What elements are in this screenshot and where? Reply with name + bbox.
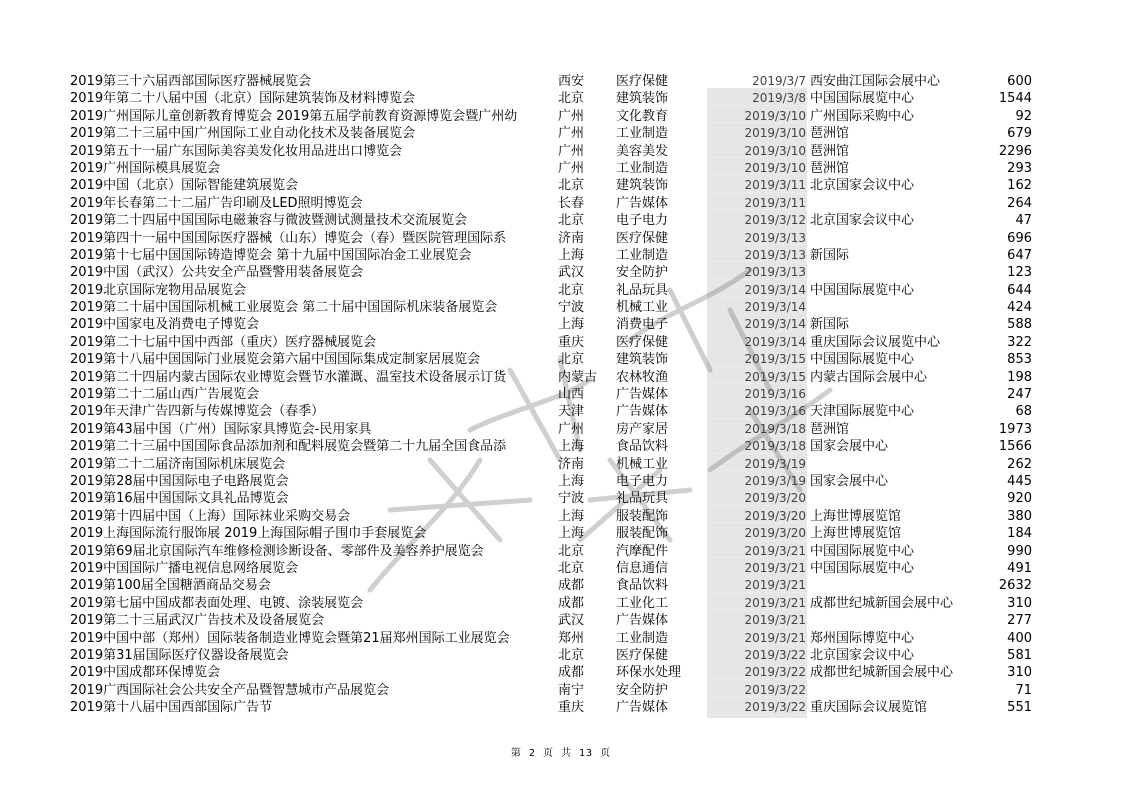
page-footer: 第 2 页 共 13 页 bbox=[510, 748, 612, 759]
date-cell: 2019/3/20 bbox=[744, 491, 806, 506]
city-cell: 北京 bbox=[558, 213, 585, 229]
venue-cell: 中国国际展览中心 bbox=[810, 352, 915, 368]
date-cell: 2019/3/22 bbox=[744, 682, 806, 697]
table-row bbox=[70, 125, 1040, 142]
city-cell: 长春 bbox=[558, 195, 585, 211]
exhibition-name-cell: 2019广州国际模具展览会 bbox=[70, 160, 221, 176]
city-cell: 内蒙古 bbox=[558, 369, 598, 385]
city-cell: 重庆 bbox=[558, 700, 585, 716]
date-cell: 2019/3/7 bbox=[752, 74, 806, 88]
venue-cell: 天津国际展览中心 bbox=[810, 404, 915, 420]
date-cell: 2019/3/14 bbox=[744, 282, 806, 297]
date-cell: 2019/3/10 bbox=[744, 126, 806, 141]
city-cell: 武汉 bbox=[558, 613, 585, 629]
exhibition-name-cell: 2019中国（武汉）公共安全产品暨警用装备展览会 bbox=[70, 265, 364, 281]
exhibition-name-cell: 2019第二十届中国国际机械工业展览会 第二十届中国国际机床装备展览会 bbox=[70, 300, 498, 316]
exhibition-name-cell: 2019第69届北京国际汽车维修检测诊断设备、零部件及美容养护展览会 bbox=[70, 543, 484, 559]
city-cell: 上海 bbox=[558, 247, 585, 263]
venue-cell: 成都世纪城新国会展中心 bbox=[810, 595, 954, 611]
table-row bbox=[70, 73, 1040, 90]
table-row bbox=[70, 595, 1040, 612]
table-row bbox=[70, 525, 1040, 542]
table-row bbox=[70, 630, 1040, 647]
date-cell: 2019/3/16 bbox=[744, 404, 806, 419]
city-cell: 上海 bbox=[558, 439, 585, 455]
exhibition-name-cell: 2019第五十一届广东国际美容美发化妆用品进出口博览会 bbox=[70, 143, 403, 159]
industry-cell: 机械工业 bbox=[616, 300, 669, 316]
date-cell: 2019/3/15 bbox=[744, 352, 806, 367]
industry-cell: 工业制造 bbox=[616, 247, 669, 263]
exhibition-name-cell: 2019第十四届中国（上海）国际袜业采购交易会 bbox=[70, 508, 351, 524]
industry-cell: 礼品玩具 bbox=[616, 282, 669, 298]
venue-cell: 琶洲馆 bbox=[810, 160, 850, 176]
table-row bbox=[70, 386, 1040, 403]
area-cell: 310 bbox=[1007, 595, 1032, 611]
venue-cell: 北京国家会议中心 bbox=[810, 178, 915, 194]
date-cell: 2019/3/21 bbox=[744, 578, 806, 593]
industry-cell: 电子电力 bbox=[616, 473, 669, 489]
exhibition-name-cell: 2019第二十三届中国国际食品添加剂和配料展览会暨第二十九届全国食品添 bbox=[70, 439, 507, 455]
area-cell: 679 bbox=[1007, 126, 1032, 142]
area-cell: 551 bbox=[1007, 700, 1032, 716]
table-row bbox=[70, 403, 1040, 420]
city-cell: 宁波 bbox=[558, 300, 585, 316]
venue-cell: 中国国际展览中心 bbox=[810, 91, 915, 107]
area-cell: 247 bbox=[1007, 387, 1032, 403]
area-cell: 68 bbox=[1015, 404, 1032, 420]
city-cell: 北京 bbox=[558, 352, 585, 368]
area-cell: 853 bbox=[1007, 352, 1032, 368]
city-cell: 成都 bbox=[558, 595, 585, 611]
area-cell: 92 bbox=[1015, 108, 1032, 124]
exhibition-table bbox=[70, 73, 1040, 716]
exhibition-name-cell: 2019第16届中国国际文具礼品博览会 bbox=[70, 491, 289, 507]
area-cell: 262 bbox=[1007, 456, 1032, 472]
date-cell: 2019/3/13 bbox=[744, 230, 806, 245]
industry-cell: 建筑装饰 bbox=[616, 352, 669, 368]
exhibition-name-cell: 2019年第二十八届中国（北京）国际建筑装饰及材料博览会 bbox=[70, 91, 416, 107]
date-cell: 2019/3/21 bbox=[744, 560, 806, 575]
area-cell: 380 bbox=[1007, 508, 1032, 524]
industry-cell: 建筑装饰 bbox=[616, 91, 669, 107]
industry-cell: 消费电子 bbox=[616, 317, 669, 333]
date-cell: 2019/3/18 bbox=[744, 439, 806, 454]
venue-cell: 郑州国际博览中心 bbox=[810, 630, 915, 646]
venue-cell: 广州国际采购中心 bbox=[810, 108, 915, 124]
date-cell: 2019/3/19 bbox=[744, 456, 806, 471]
area-cell: 322 bbox=[1007, 334, 1032, 350]
industry-cell: 广告媒体 bbox=[616, 700, 669, 716]
exhibition-name-cell: 2019第七届中国成都表面处理、电镀、涂装展览会 bbox=[70, 595, 364, 611]
area-cell: 293 bbox=[1007, 160, 1032, 176]
date-cell: 2019/3/21 bbox=[744, 630, 806, 645]
city-cell: 北京 bbox=[558, 543, 585, 559]
area-cell: 600 bbox=[1007, 74, 1032, 89]
date-cell: 2019/3/8 bbox=[752, 91, 806, 106]
city-cell: 北京 bbox=[558, 178, 585, 194]
area-cell: 581 bbox=[1007, 647, 1032, 663]
venue-cell: 中国国际展览中心 bbox=[810, 560, 915, 576]
area-cell: 990 bbox=[1007, 543, 1032, 559]
date-cell: 2019/3/22 bbox=[744, 700, 806, 715]
area-cell: 2632 bbox=[998, 578, 1032, 594]
area-cell: 491 bbox=[1007, 560, 1032, 576]
venue-cell: 成都世纪城新国会展中心 bbox=[810, 665, 954, 681]
table-row bbox=[70, 473, 1040, 490]
venue-cell: 重庆国际会议展览中心 bbox=[810, 334, 941, 350]
table-row bbox=[70, 143, 1040, 160]
exhibition-name-cell: 2019中国（北京）国际智能建筑展览会 bbox=[70, 178, 299, 194]
city-cell: 天津 bbox=[558, 404, 585, 420]
industry-cell: 机械工业 bbox=[616, 456, 669, 472]
venue-cell: 重庆国际会议展览馆 bbox=[810, 700, 928, 716]
city-cell: 西安 bbox=[558, 74, 585, 89]
date-cell: 2019/3/22 bbox=[744, 665, 806, 680]
table-row bbox=[70, 543, 1040, 560]
date-cell: 2019/3/18 bbox=[744, 421, 806, 436]
city-cell: 武汉 bbox=[558, 265, 585, 281]
area-cell: 588 bbox=[1007, 317, 1032, 333]
industry-cell: 建筑装饰 bbox=[616, 178, 669, 194]
date-cell: 2019/3/11 bbox=[744, 178, 806, 193]
table-row bbox=[70, 612, 1040, 629]
industry-cell: 服装配饰 bbox=[616, 508, 669, 524]
table-row bbox=[70, 230, 1040, 247]
date-cell: 2019/3/12 bbox=[744, 213, 806, 228]
city-cell: 广州 bbox=[558, 143, 585, 159]
date-cell: 2019/3/13 bbox=[744, 247, 806, 262]
table-row bbox=[70, 421, 1040, 438]
city-cell: 郑州 bbox=[558, 630, 585, 646]
city-cell: 重庆 bbox=[558, 334, 585, 350]
industry-cell: 医疗保健 bbox=[616, 647, 669, 663]
city-cell: 上海 bbox=[558, 473, 585, 489]
exhibition-name-cell: 2019第三十六届西部国际医疗器械展览会 bbox=[70, 74, 312, 89]
industry-cell: 工业制造 bbox=[616, 126, 669, 142]
area-cell: 184 bbox=[1007, 526, 1032, 542]
area-cell: 696 bbox=[1007, 230, 1032, 246]
exhibition-name-cell: 2019第十八届中国西部国际广告节 bbox=[70, 700, 273, 716]
area-cell: 1566 bbox=[998, 439, 1032, 455]
industry-cell: 信息通信 bbox=[616, 560, 669, 576]
venue-cell: 琶洲馆 bbox=[810, 143, 850, 159]
table-row bbox=[70, 682, 1040, 699]
date-cell: 2019/3/11 bbox=[744, 195, 806, 210]
venue-cell: 国家会展中心 bbox=[810, 473, 889, 489]
exhibition-name-cell: 2019第十七届中国国际铸造博览会 第十九届中国国际冶金工业展览会 bbox=[70, 247, 472, 263]
table-row bbox=[70, 647, 1040, 664]
table-row bbox=[70, 90, 1040, 107]
venue-cell: 国家会展中心 bbox=[810, 439, 889, 455]
area-cell: 445 bbox=[1007, 473, 1032, 489]
industry-cell: 医疗保健 bbox=[616, 230, 669, 246]
table-row bbox=[70, 438, 1040, 455]
exhibition-name-cell: 2019中国家电及消费电子博览会 bbox=[70, 317, 260, 333]
exhibition-name-cell: 2019年长春第二十二届广告印刷及LED照明博览会 bbox=[70, 195, 363, 211]
venue-cell: 琶洲馆 bbox=[810, 126, 850, 142]
industry-cell: 文化教育 bbox=[616, 108, 669, 124]
table-row bbox=[70, 456, 1040, 473]
city-cell: 上海 bbox=[558, 526, 585, 542]
table-row bbox=[70, 177, 1040, 194]
industry-cell: 安全防护 bbox=[616, 682, 669, 698]
exhibition-name-cell: 2019第二十二届山西广告展览会 bbox=[70, 387, 260, 403]
city-cell: 成都 bbox=[558, 578, 585, 594]
exhibition-name-cell: 2019广州国际儿童创新教育博览会 2019第五届学前教育资源博览会暨广州幼 bbox=[70, 108, 518, 124]
city-cell: 广州 bbox=[558, 421, 585, 437]
exhibition-name-cell: 2019第31届国际医疗仪器设备展览会 bbox=[70, 647, 289, 663]
table-row bbox=[70, 664, 1040, 681]
table-row bbox=[70, 247, 1040, 264]
industry-cell: 服装配饰 bbox=[616, 526, 669, 542]
table-row bbox=[70, 282, 1040, 299]
date-cell: 2019/3/21 bbox=[744, 543, 806, 558]
area-cell: 71 bbox=[1015, 682, 1032, 698]
industry-cell: 安全防护 bbox=[616, 265, 669, 281]
table-row bbox=[70, 316, 1040, 333]
area-cell: 162 bbox=[1007, 178, 1032, 194]
date-cell: 2019/3/19 bbox=[744, 473, 806, 488]
exhibition-name-cell: 2019第28届中国国际电子电路展览会 bbox=[70, 473, 289, 489]
venue-cell: 中国国际展览中心 bbox=[810, 543, 915, 559]
table-row bbox=[70, 699, 1040, 716]
table-row bbox=[70, 264, 1040, 281]
area-cell: 920 bbox=[1007, 491, 1032, 507]
area-cell: 647 bbox=[1007, 247, 1032, 263]
area-cell: 424 bbox=[1007, 300, 1032, 316]
industry-cell: 美容美发 bbox=[616, 143, 669, 159]
city-cell: 北京 bbox=[558, 282, 585, 298]
table-row bbox=[70, 508, 1040, 525]
venue-cell: 北京国家会议中心 bbox=[810, 647, 915, 663]
exhibition-name-cell: 2019中国国际广播电视信息网络展览会 bbox=[70, 560, 299, 576]
date-cell: 2019/3/14 bbox=[744, 317, 806, 332]
area-cell: 264 bbox=[1007, 195, 1032, 211]
date-cell: 2019/3/15 bbox=[744, 369, 806, 384]
industry-cell: 食品饮料 bbox=[616, 439, 669, 455]
city-cell: 南宁 bbox=[558, 682, 585, 698]
exhibition-name-cell: 2019第二十四届内蒙古国际农业博览会暨节水灌溉、温室技术设备展示订货 bbox=[70, 369, 507, 385]
area-cell: 310 bbox=[1007, 665, 1032, 681]
area-cell: 644 bbox=[1007, 282, 1032, 298]
exhibition-name-cell: 2019中国中部（郑州）国际装备制造业博览会暨第21届郑州国际工业展览会 bbox=[70, 630, 510, 646]
date-cell: 2019/3/21 bbox=[744, 613, 806, 628]
industry-cell: 环保水处理 bbox=[616, 665, 682, 681]
exhibition-name-cell: 2019第二十七届中国中西部（重庆）医疗器械展览会 bbox=[70, 334, 377, 350]
date-cell: 2019/3/14 bbox=[744, 300, 806, 315]
date-cell: 2019/3/16 bbox=[744, 387, 806, 402]
area-cell: 277 bbox=[1007, 613, 1032, 629]
area-cell: 400 bbox=[1007, 630, 1032, 646]
area-cell: 198 bbox=[1007, 369, 1032, 385]
industry-cell: 礼品玩具 bbox=[616, 491, 669, 507]
date-cell: 2019/3/10 bbox=[744, 160, 806, 175]
industry-cell: 工业制造 bbox=[616, 160, 669, 176]
industry-cell: 食品饮料 bbox=[616, 578, 669, 594]
city-cell: 广州 bbox=[558, 160, 585, 176]
venue-cell: 上海世博展览馆 bbox=[810, 508, 902, 524]
area-cell: 123 bbox=[1007, 265, 1032, 281]
venue-cell: 新国际 bbox=[810, 317, 850, 333]
industry-cell: 广告媒体 bbox=[616, 195, 669, 211]
industry-cell: 电子电力 bbox=[616, 213, 669, 229]
city-cell: 广州 bbox=[558, 108, 585, 124]
exhibition-name-cell: 2019第二十四届中国国际电磁兼容与微波暨测试测量技术交流展览会 bbox=[70, 213, 468, 229]
city-cell: 北京 bbox=[558, 647, 585, 663]
exhibition-name-cell: 2019中国成都环保博览会 bbox=[70, 665, 221, 681]
venue-cell: 内蒙古国际会展中心 bbox=[810, 369, 928, 385]
venue-cell: 西安曲江国际会展中心 bbox=[810, 74, 941, 89]
table-row bbox=[70, 108, 1040, 125]
exhibition-name-cell: 2019上海国际流行服饰展 2019上海国际帽子围巾手套展览会 bbox=[70, 526, 427, 542]
industry-cell: 医疗保健 bbox=[616, 334, 669, 350]
industry-cell: 房产家居 bbox=[616, 421, 669, 437]
industry-cell: 广告媒体 bbox=[616, 387, 669, 403]
exhibition-name-cell: 2019第十八届中国国际门业展览会第六届中国国际集成定制家居展览会 bbox=[70, 352, 481, 368]
city-cell: 广州 bbox=[558, 126, 585, 142]
city-cell: 山西 bbox=[558, 387, 585, 403]
venue-cell: 琶洲馆 bbox=[810, 421, 850, 437]
area-cell: 1973 bbox=[998, 421, 1032, 437]
area-cell: 47 bbox=[1015, 213, 1032, 229]
date-cell: 2019/3/10 bbox=[744, 108, 806, 123]
exhibition-name-cell: 2019第二十二届济南国际机床展览会 bbox=[70, 456, 286, 472]
date-cell: 2019/3/14 bbox=[744, 334, 806, 349]
area-cell: 1544 bbox=[998, 91, 1032, 107]
industry-cell: 医疗保健 bbox=[616, 74, 669, 89]
venue-cell: 新国际 bbox=[810, 247, 850, 263]
venue-cell: 中国国际展览中心 bbox=[810, 282, 915, 298]
table-row bbox=[70, 490, 1040, 507]
table-row bbox=[70, 351, 1040, 368]
area-cell: 2296 bbox=[998, 143, 1032, 159]
industry-cell: 汽摩配件 bbox=[616, 543, 669, 559]
exhibition-name-cell: 2019第43届中国（广州）国际家具博览会-民用家具 bbox=[70, 421, 372, 437]
table-row bbox=[70, 212, 1040, 229]
city-cell: 上海 bbox=[558, 508, 585, 524]
date-cell: 2019/3/21 bbox=[744, 595, 806, 610]
date-cell: 2019/3/13 bbox=[744, 265, 806, 280]
city-cell: 宁波 bbox=[558, 491, 585, 507]
city-cell: 济南 bbox=[558, 456, 585, 472]
city-cell: 济南 bbox=[558, 230, 585, 246]
date-cell: 2019/3/20 bbox=[744, 508, 806, 523]
table-row bbox=[70, 160, 1040, 177]
table-row bbox=[70, 195, 1040, 212]
industry-cell: 农林牧渔 bbox=[616, 369, 669, 385]
exhibition-name-cell: 2019第100届全国糖酒商品交易会 bbox=[70, 578, 271, 594]
exhibition-name-cell: 2019北京国际宠物用品展览会 bbox=[70, 282, 247, 298]
table-row bbox=[70, 299, 1040, 316]
industry-cell: 工业制造 bbox=[616, 630, 669, 646]
date-cell: 2019/3/20 bbox=[744, 526, 806, 541]
exhibition-name-cell: 2019年天津广告四新与传媒博览会（春季） bbox=[70, 404, 325, 420]
city-cell: 上海 bbox=[558, 317, 585, 333]
table-row bbox=[70, 369, 1040, 386]
industry-cell: 工业化工 bbox=[616, 595, 669, 611]
exhibition-name-cell: 2019第二十三届中国广州国际工业自动化技术及装备展览会 bbox=[70, 126, 416, 142]
date-cell: 2019/3/10 bbox=[744, 143, 806, 158]
table-row bbox=[70, 334, 1040, 351]
city-cell: 北京 bbox=[558, 91, 585, 107]
industry-cell: 广告媒体 bbox=[616, 404, 669, 420]
venue-cell: 上海世博展览馆 bbox=[810, 526, 902, 542]
exhibition-name-cell: 2019第四十一届中国国际医疗器械（山东）博览会（春）暨医院管理国际系 bbox=[70, 230, 507, 246]
table-row bbox=[70, 577, 1040, 594]
industry-cell: 广告媒体 bbox=[616, 613, 669, 629]
city-cell: 北京 bbox=[558, 560, 585, 576]
date-cell: 2019/3/22 bbox=[744, 647, 806, 662]
table-row bbox=[70, 560, 1040, 577]
venue-cell: 北京国家会议中心 bbox=[810, 213, 915, 229]
exhibition-name-cell: 2019第二十三届武汉广告技术及设备展览会 bbox=[70, 613, 325, 629]
exhibition-name-cell: 2019广西国际社会公共安全产品暨智慧城市产品展览会 bbox=[70, 682, 390, 698]
city-cell: 成都 bbox=[558, 665, 585, 681]
